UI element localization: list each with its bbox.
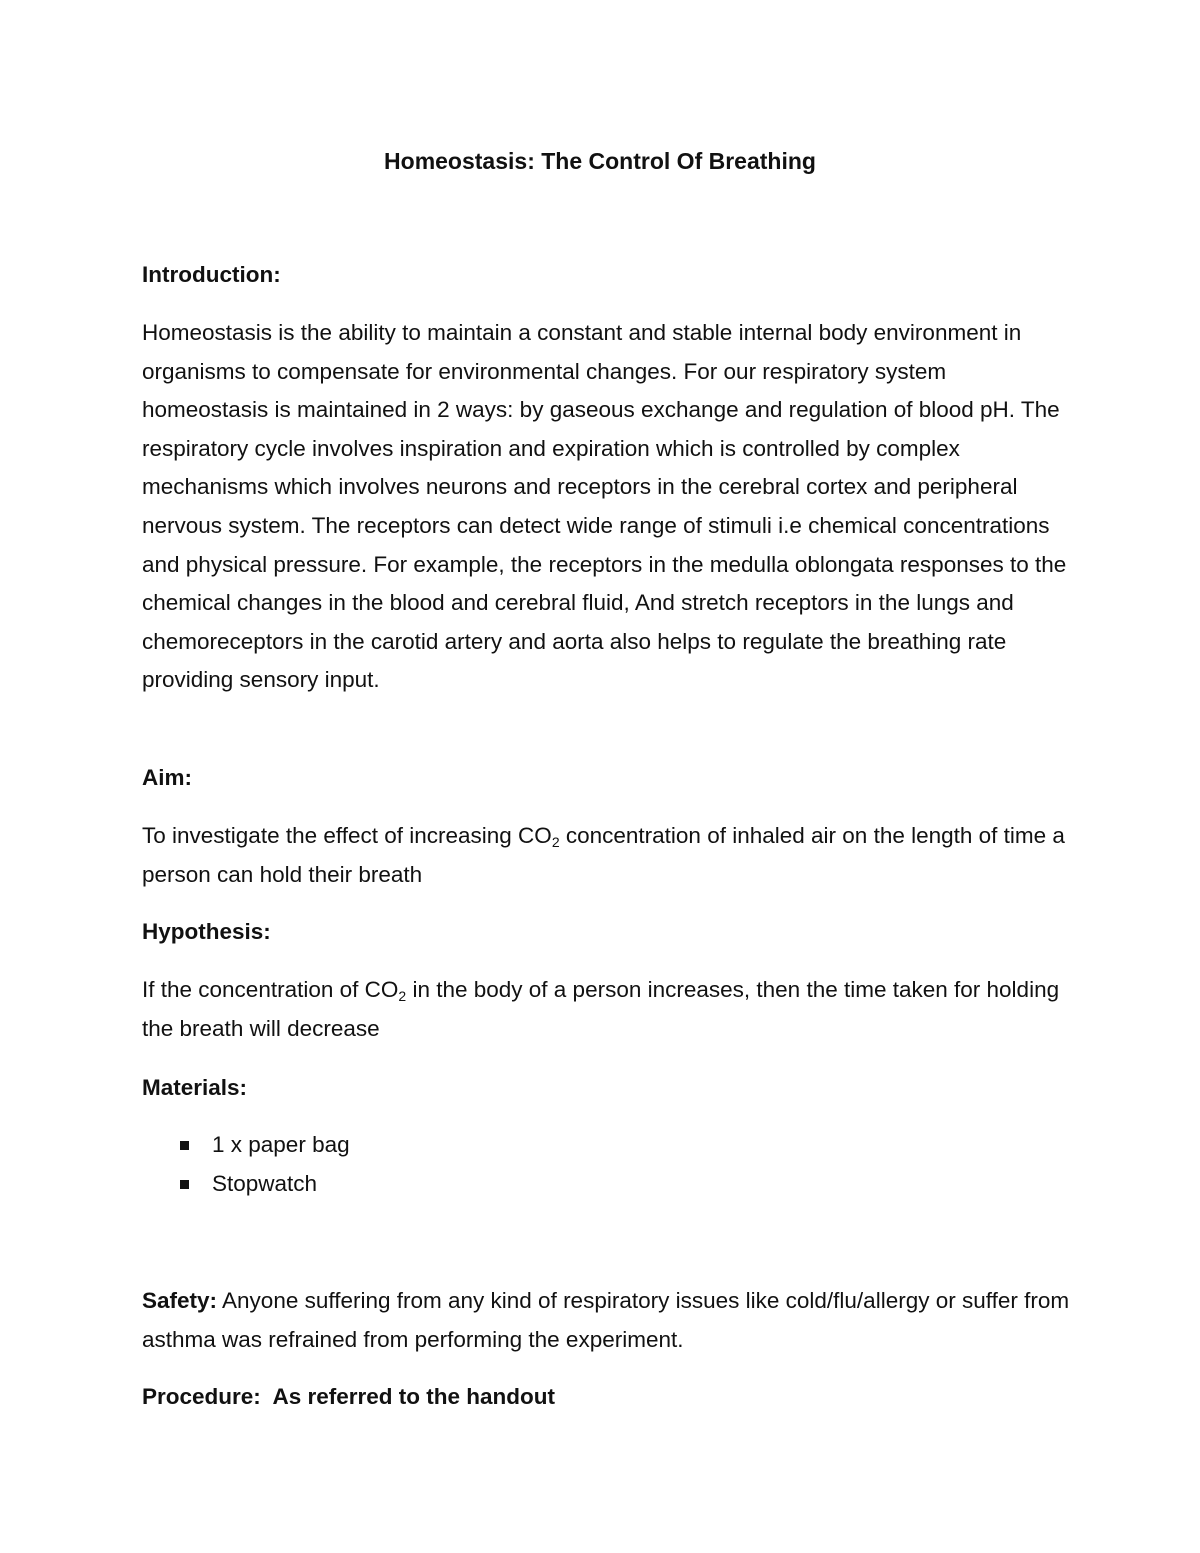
hypothesis-text-before: If the concentration of CO xyxy=(142,977,399,1002)
material-item-label: Stopwatch xyxy=(212,1170,318,1196)
introduction-heading: Introduction: xyxy=(142,262,281,287)
list-item xyxy=(142,1165,742,1204)
safety-label: Safety: xyxy=(142,1288,218,1313)
hypothesis-body xyxy=(142,971,1072,1048)
material-item-label: 1 x paper bag xyxy=(212,1132,350,1157)
hypothesis-subscript: 2 xyxy=(398,988,407,1004)
materials-heading: Materials: xyxy=(142,1075,248,1100)
procedure-label: Procedure: xyxy=(142,1384,261,1409)
hypothesis-text-after: in the body of a person increases, then the time taken for holding the breath will decrease xyxy=(142,977,1060,1041)
aim-text-before: To investigate the effect of increasing CO xyxy=(142,823,552,848)
procedure-text: As referred to the handout xyxy=(260,1384,555,1409)
aim-body xyxy=(142,817,1072,894)
square-bullet-icon xyxy=(180,1180,189,1189)
procedure-paragraph xyxy=(142,1378,1072,1417)
document-title: Homeostasis: The Control Of Breathing xyxy=(384,148,816,174)
list-item xyxy=(142,1126,742,1165)
hypothesis-heading: Hypothesis: xyxy=(142,919,271,944)
safety-paragraph xyxy=(142,1282,1072,1359)
aim-text-after: concentration of inhaled air on the length of time a person can hold their breath xyxy=(142,823,1065,887)
aim-heading: Aim: xyxy=(142,765,192,790)
introduction-body: Homeostasis is the ability to maintain a constant and stable internal body environment in organisms to compensate for environmental changes. For our respiratory system homeostasis is maintained in 2 ways: by gaseous exchange and regulation of blood pH. The respiratory cycle involves inspiration and expiration which is controlled by complex mechanisms which involves neurons and receptors in the cerebral cortex and peripheral nervous system. The receptors can detect wide range of stimuli i.e chemical concentrations and physical pressure. For example, the receptors in the medulla oblongata responses to the chemical changes in the blood and cerebral fluid, And stretch receptors in the lungs and chemoreceptors in the carotid artery and aorta also helps to regulate the breathing rate providing sensory input. xyxy=(142,320,1067,693)
aim-subscript: 2 xyxy=(551,834,560,850)
square-bullet-icon xyxy=(180,1141,189,1150)
safety-text: Anyone suffering from any kind of respiratory issues like cold/flu/allergy or suffer from asthma was refrained from performing the experiment. xyxy=(142,1288,1070,1352)
materials-list xyxy=(142,1126,742,1203)
